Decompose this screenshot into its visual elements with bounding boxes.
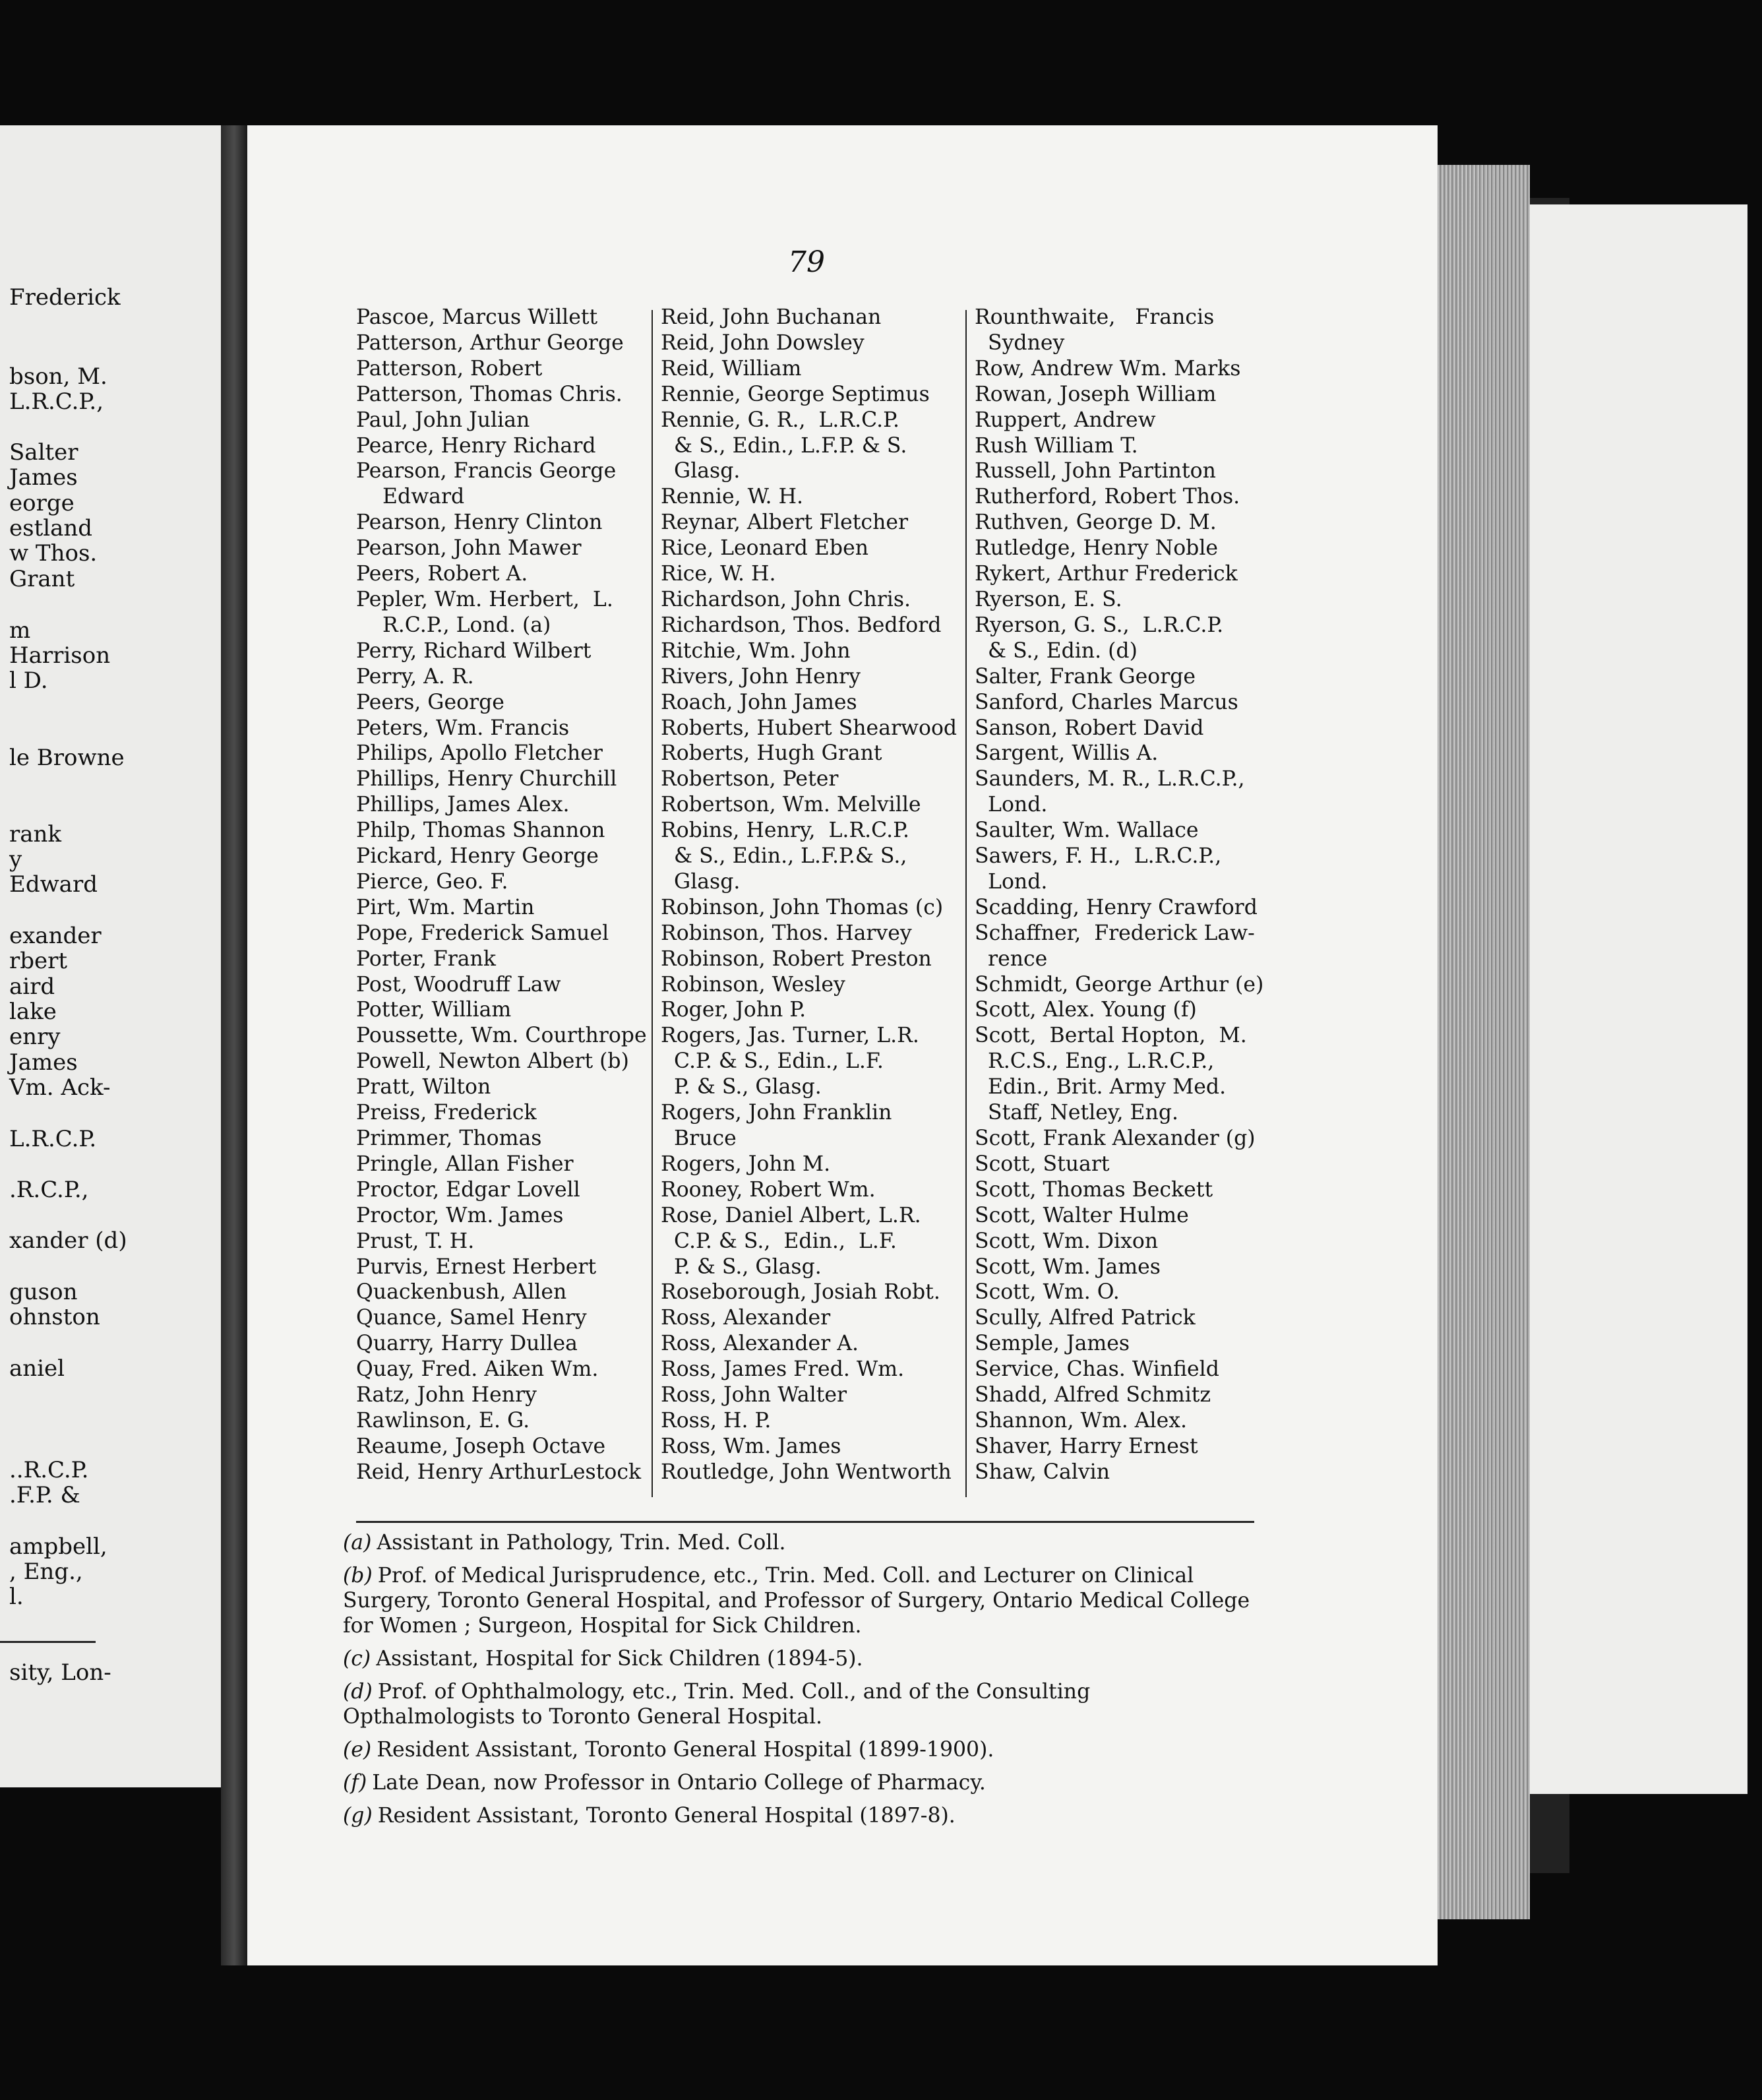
name-entry: Edin., Brit. Army Med. <box>975 1075 1227 1099</box>
left-page-line: m <box>9 617 31 644</box>
name-entry: Ross, Alexander A. <box>661 1332 859 1356</box>
left-page-line: w Thos. <box>9 540 98 567</box>
footnote-mark: (e) <box>343 1738 372 1762</box>
name-entry: Paul, John Julian <box>356 408 530 432</box>
name-entry: P. & S., Glasg. <box>661 1254 822 1279</box>
name-entry: Scott, Stuart <box>975 1152 1110 1176</box>
left-page-line: James <box>9 464 78 491</box>
name-entry: Pepler, Wm. Herbert, L. <box>356 587 613 611</box>
name-entry: Glasg. <box>661 459 741 483</box>
name-entry: Rose, Daniel Albert, L.R. <box>661 1203 921 1227</box>
left-page-line: xander (d) <box>9 1227 127 1254</box>
name-entry: Rogers, Jas. Turner, L.R. <box>661 1024 919 1048</box>
name-entry: Rutledge, Henry Noble <box>975 536 1219 561</box>
name-entry: Richardson, John Chris. <box>661 587 911 611</box>
name-entry: Quackenbush, Allen <box>356 1280 567 1305</box>
book-gutter <box>221 125 247 1965</box>
name-entry: Rivers, John Henry <box>661 664 861 689</box>
name-entry: & S., Edin. (d) <box>975 638 1138 663</box>
footnote-text: Resident Assistant, Toronto General Hospital (1899-1900). <box>377 1738 994 1762</box>
name-entry: Ratz, John Henry <box>356 1383 537 1407</box>
left-page-line: guson <box>9 1279 78 1305</box>
footnote-text: Late Dean, now Professor in Ontario College of Pharmacy. <box>372 1771 986 1795</box>
name-entry: rence <box>975 946 1048 971</box>
name-entry: R.C.S., Eng., L.R.C.P., <box>975 1049 1215 1074</box>
name-column-1 <box>356 305 647 1485</box>
footnote <box>343 1563 1260 1638</box>
footnote-mark: (g) <box>343 1804 373 1828</box>
name-entry: Reid, Henry ArthurLestock <box>356 1460 642 1484</box>
left-page-line: Harrison <box>9 642 111 669</box>
name-entry: Ross, Wm. James <box>661 1434 841 1458</box>
name-entry: Perry, A. R. <box>356 664 474 689</box>
name-entry: Roger, John P. <box>661 998 806 1022</box>
footnote <box>343 1646 1260 1671</box>
name-entry: Scott, Frank Alexander (g) <box>975 1127 1256 1150</box>
name-entry: Phillips, Henry Churchill <box>356 767 617 791</box>
name-entry: Quarry, Harry Dullea <box>356 1332 578 1356</box>
name-entry: Pearson, John Mawer <box>356 536 582 561</box>
name-entry: Shaver, Harry Ernest <box>975 1434 1198 1458</box>
left-page-line: enry <box>9 1024 61 1050</box>
footnote-text: Prof. of Medical Jurisprudence, etc., Trin. Med. Coll. and Lecturer on Clinical Surgery, Toronto General Hospital, and Professor of Surgery, Ontario Medical College for Women ; Surgeon, Hospital for Sick Children. <box>343 1564 1250 1638</box>
name-entry: Porter, Frank <box>356 946 496 971</box>
name-column-2 <box>661 305 957 1485</box>
name-entry: Lond. <box>975 869 1048 894</box>
name-entry: Philp, Thomas Shannon <box>356 818 605 843</box>
name-entry: Powell, Newton Albert (b) <box>356 1049 629 1074</box>
name-entry: Rush William T. <box>975 433 1138 458</box>
left-page-line: l D. <box>9 667 48 694</box>
name-entry: Robertson, Wm. Melville <box>661 793 921 817</box>
name-entry: Rowan, Joseph William <box>975 382 1217 406</box>
left-page-line: le Browne <box>9 745 125 771</box>
footnote <box>343 1530 1260 1555</box>
name-entry: Rykert, Arthur Frederick <box>975 562 1238 586</box>
left-page-line: l. <box>9 1584 24 1610</box>
name-entry: Rice, W. H. <box>661 562 776 586</box>
left-page-line: bson, M. <box>9 363 107 390</box>
footnote-text: Prof. of Ophthalmology, etc., Trin. Med. Coll., and of the Consulting Opthalmologists to Toronto General Hospital. <box>343 1680 1091 1729</box>
name-entry: Robinson, Thos. Harvey <box>661 921 912 945</box>
name-entry: Salter, Frank George <box>975 664 1196 689</box>
name-entry: Lond. <box>975 793 1048 817</box>
name-entry: Scott, Wm. James <box>975 1254 1161 1279</box>
left-page-line: exander <box>9 923 102 949</box>
name-entry: Reid, John Buchanan <box>661 305 882 329</box>
name-entry: Sydney <box>975 330 1065 355</box>
name-entry: Row, Andrew Wm. Marks <box>975 356 1241 381</box>
name-entry: Russell, John Partinton <box>975 459 1216 483</box>
name-entry: Ryerson, E. S. <box>975 587 1122 611</box>
left-page-line: Frederick <box>9 284 121 311</box>
name-entry: & S., Edin., L.F.P.& S., <box>661 844 907 869</box>
footnote-text: Assistant, Hospital for Sick Children (1894-5). <box>376 1647 863 1671</box>
left-page-line: L.R.C.P. <box>9 1126 97 1152</box>
name-entry: Pearce, Henry Richard <box>356 433 596 458</box>
name-entry: Rounthwaite, Francis <box>975 305 1215 329</box>
name-entry: Ruppert, Andrew <box>975 408 1156 432</box>
left-page-line: Grant <box>9 566 75 592</box>
name-entry: Scadding, Henry Crawford <box>975 895 1258 919</box>
footnote-mark: (c) <box>343 1647 371 1671</box>
name-entry: Proctor, Wm. James <box>356 1203 564 1227</box>
name-entry: Rogers, John Franklin <box>661 1101 892 1125</box>
name-entry: Pascoe, Marcus Willett <box>356 305 598 329</box>
name-entry: Pierce, Geo. F. <box>356 869 508 894</box>
name-entry: Roberts, Hugh Grant <box>661 741 882 766</box>
name-entry: Rogers, John M. <box>661 1152 831 1176</box>
name-entry: Pope, Frederick Samuel <box>356 921 609 945</box>
column-divider <box>652 310 653 1497</box>
name-entry: Peers, Robert A. <box>356 562 528 586</box>
name-entry: Rennie, W. H. <box>661 485 804 509</box>
name-entry: Semple, James <box>975 1332 1130 1356</box>
name-entry: Post, Woodruff Law <box>356 972 561 997</box>
footnote-mark: (b) <box>343 1564 373 1588</box>
footnote-mark: (f) <box>343 1771 367 1795</box>
name-entry: Roseborough, Josiah Robt. <box>661 1280 940 1305</box>
name-entry: Saunders, M. R., L.R.C.P., <box>975 767 1245 791</box>
name-entry: Roberts, Hubert Shearwood <box>661 716 957 740</box>
name-entry: Rawlinson, E. G. <box>356 1408 530 1433</box>
name-entry: Rennie, George Septimus <box>661 382 930 406</box>
name-entry: Staff, Netley, Eng. <box>975 1101 1179 1125</box>
left-page-line: Edward <box>9 871 98 898</box>
name-entry: Reid, William <box>661 356 802 381</box>
name-entry: Ritchie, Wm. John <box>661 638 851 663</box>
left-page-line: .R.C.P., <box>9 1177 89 1203</box>
name-entry: Poussette, Wm. Courthrope <box>356 1024 647 1048</box>
left-page-line: , Eng., <box>9 1559 83 1585</box>
footnote <box>343 1737 1260 1762</box>
name-entry: Scott, Wm. Dixon <box>975 1229 1159 1253</box>
name-entry: P. & S., Glasg. <box>661 1075 822 1099</box>
left-page-line: ohnston <box>9 1304 100 1330</box>
name-entry: Primmer, Thomas <box>356 1127 542 1150</box>
name-entry: Ross, H. P. <box>661 1408 772 1433</box>
name-entry: Schmidt, George Arthur (e) <box>975 972 1264 997</box>
left-page-line: estland <box>9 515 93 541</box>
name-entry: Scott, Walter Hulme <box>975 1203 1189 1227</box>
page-edges <box>1438 165 1530 1919</box>
name-entry: Quance, Samel Henry <box>356 1306 587 1330</box>
left-page-line: aniel <box>9 1355 65 1382</box>
name-entry: Peers, George <box>356 690 504 714</box>
name-entry: Robins, Henry, L.R.C.P. <box>661 818 909 843</box>
name-entry: Robinson, Robert Preston <box>661 946 932 971</box>
name-entry: Quay, Fred. Aiken Wm. <box>356 1357 599 1382</box>
name-entry: Phillips, James Alex. <box>356 793 570 817</box>
next-page-edge <box>1530 204 1747 1794</box>
name-entry: Patterson, Arthur George <box>356 330 624 355</box>
name-entry: Reid, John Dowsley <box>661 330 865 355</box>
name-entry: Pirt, Wm. Martin <box>356 895 535 919</box>
name-entry: Sanford, Charles Marcus <box>975 690 1238 714</box>
name-entry: Rutherford, Robert Thos. <box>975 485 1240 509</box>
name-entry: Proctor, Edgar Lovell <box>356 1177 580 1202</box>
name-entry: C.P. & S., Edin., L.F. <box>661 1229 897 1253</box>
left-page-line: Vm. Ack- <box>9 1074 111 1101</box>
left-page-line: y <box>9 846 22 873</box>
left-page-line: rbert <box>9 948 68 974</box>
name-entry: Shannon, Wm. Alex. <box>975 1408 1188 1433</box>
left-page-line: sity, Lon- <box>9 1659 111 1686</box>
name-entry: Richardson, Thos. Bedford <box>661 613 942 637</box>
name-entry: Ruthven, George D. M. <box>975 510 1217 535</box>
name-entry: Saulter, Wm. Wallace <box>975 818 1199 843</box>
name-entry: Rice, Leonard Eben <box>661 536 869 561</box>
name-entry: Shadd, Alfred Schmitz <box>975 1383 1211 1407</box>
name-entry: Sanson, Robert David <box>975 716 1204 740</box>
name-entry: Sawers, F. H., L.R.C.P., <box>975 844 1222 869</box>
name-entry: C.P. & S., Edin., L.F. <box>661 1049 884 1074</box>
left-page-line: .F.P. & <box>9 1482 80 1508</box>
name-entry: Ross, Alexander <box>661 1306 831 1330</box>
footnote <box>343 1770 1260 1795</box>
name-entry: Bruce <box>661 1127 737 1150</box>
name-entry: Robertson, Peter <box>661 767 839 791</box>
footnote <box>343 1803 1260 1828</box>
footnotes <box>343 1530 1260 1836</box>
name-entry: R.C.P., Lond. (a) <box>356 613 551 637</box>
name-entry: Pratt, Wilton <box>356 1075 491 1099</box>
name-entry: Ross, John Walter <box>661 1383 847 1407</box>
name-entry: Schaffner, Frederick Law- <box>975 921 1255 945</box>
footnote-text: Assistant in Pathology, Trin. Med. Coll. <box>377 1531 786 1555</box>
name-entry: Edward <box>356 485 465 509</box>
name-entry: & S., Edin., L.F.P. & S. <box>661 433 907 458</box>
footnote-mark: (d) <box>343 1680 373 1704</box>
name-entry: Ross, James Fred. Wm. <box>661 1357 905 1382</box>
page-number: 79 <box>788 245 825 279</box>
name-entry: Robinson, Wesley <box>661 972 845 997</box>
name-entry: Routledge, John Wentworth <box>661 1460 952 1484</box>
name-entry: Reaume, Joseph Octave <box>356 1434 606 1458</box>
left-page-line: ampbell, <box>9 1533 107 1560</box>
name-entry: Potter, William <box>356 998 512 1022</box>
left-page-line: James <box>9 1049 78 1076</box>
name-entry: Patterson, Robert <box>356 356 543 381</box>
footnote-text: Resident Assistant, Toronto General Hospital (1897-8). <box>377 1804 956 1828</box>
name-entry: Shaw, Calvin <box>975 1460 1110 1484</box>
column-divider <box>965 310 967 1497</box>
name-entry: Preiss, Frederick <box>356 1101 537 1125</box>
name-entry: Roach, John James <box>661 690 857 714</box>
name-entry: Pringle, Allan Fisher <box>356 1152 574 1176</box>
left-page-line: aird <box>9 973 55 1000</box>
left-page-line: lake <box>9 999 57 1025</box>
left-page-line: eorge <box>9 490 75 516</box>
name-entry: Scott, Bertal Hopton, M. <box>975 1024 1247 1048</box>
name-entry: Service, Chas. Winfield <box>975 1357 1219 1382</box>
name-entry: Pearson, Francis George <box>356 459 617 483</box>
name-entry: Scott, Wm. O. <box>975 1280 1120 1305</box>
footnote-rule <box>356 1521 1254 1523</box>
name-entry: Perry, Richard Wilbert <box>356 638 592 663</box>
footnote-mark: (a) <box>343 1531 372 1555</box>
left-page-rule <box>0 1641 96 1643</box>
name-entry: Scott, Alex. Young (f) <box>975 998 1197 1022</box>
footnote <box>343 1679 1260 1729</box>
name-entry: Rooney, Robert Wm. <box>661 1177 876 1202</box>
name-entry: Purvis, Ernest Herbert <box>356 1254 597 1279</box>
name-entry: Scully, Alfred Patrick <box>975 1306 1196 1330</box>
name-entry: Rennie, G. R., L.R.C.P. <box>661 408 899 432</box>
name-entry: Prust, T. H. <box>356 1229 475 1253</box>
name-entry: Pearson, Henry Clinton <box>356 510 603 535</box>
name-entry: Ryerson, G. S., L.R.C.P. <box>975 613 1224 637</box>
name-entry: Patterson, Thomas Chris. <box>356 382 623 406</box>
name-entry: Glasg. <box>661 869 741 894</box>
left-page-line: ..R.C.P. <box>9 1457 89 1483</box>
name-entry: Peters, Wm. Francis <box>356 716 570 740</box>
name-entry: Scott, Thomas Beckett <box>975 1177 1213 1202</box>
name-column-3 <box>975 305 1263 1485</box>
name-entry: Pickard, Henry George <box>356 844 599 869</box>
name-entry: Robinson, John Thomas (c) <box>661 895 944 919</box>
name-entry: Sargent, Willis A. <box>975 741 1159 766</box>
left-page-line: Salter <box>9 439 78 466</box>
name-entry: Philips, Apollo Fletcher <box>356 741 603 766</box>
name-entry: Reynar, Albert Fletcher <box>661 510 909 535</box>
left-page-line: L.R.C.P., <box>9 388 104 415</box>
left-page-line: rank <box>9 821 62 848</box>
